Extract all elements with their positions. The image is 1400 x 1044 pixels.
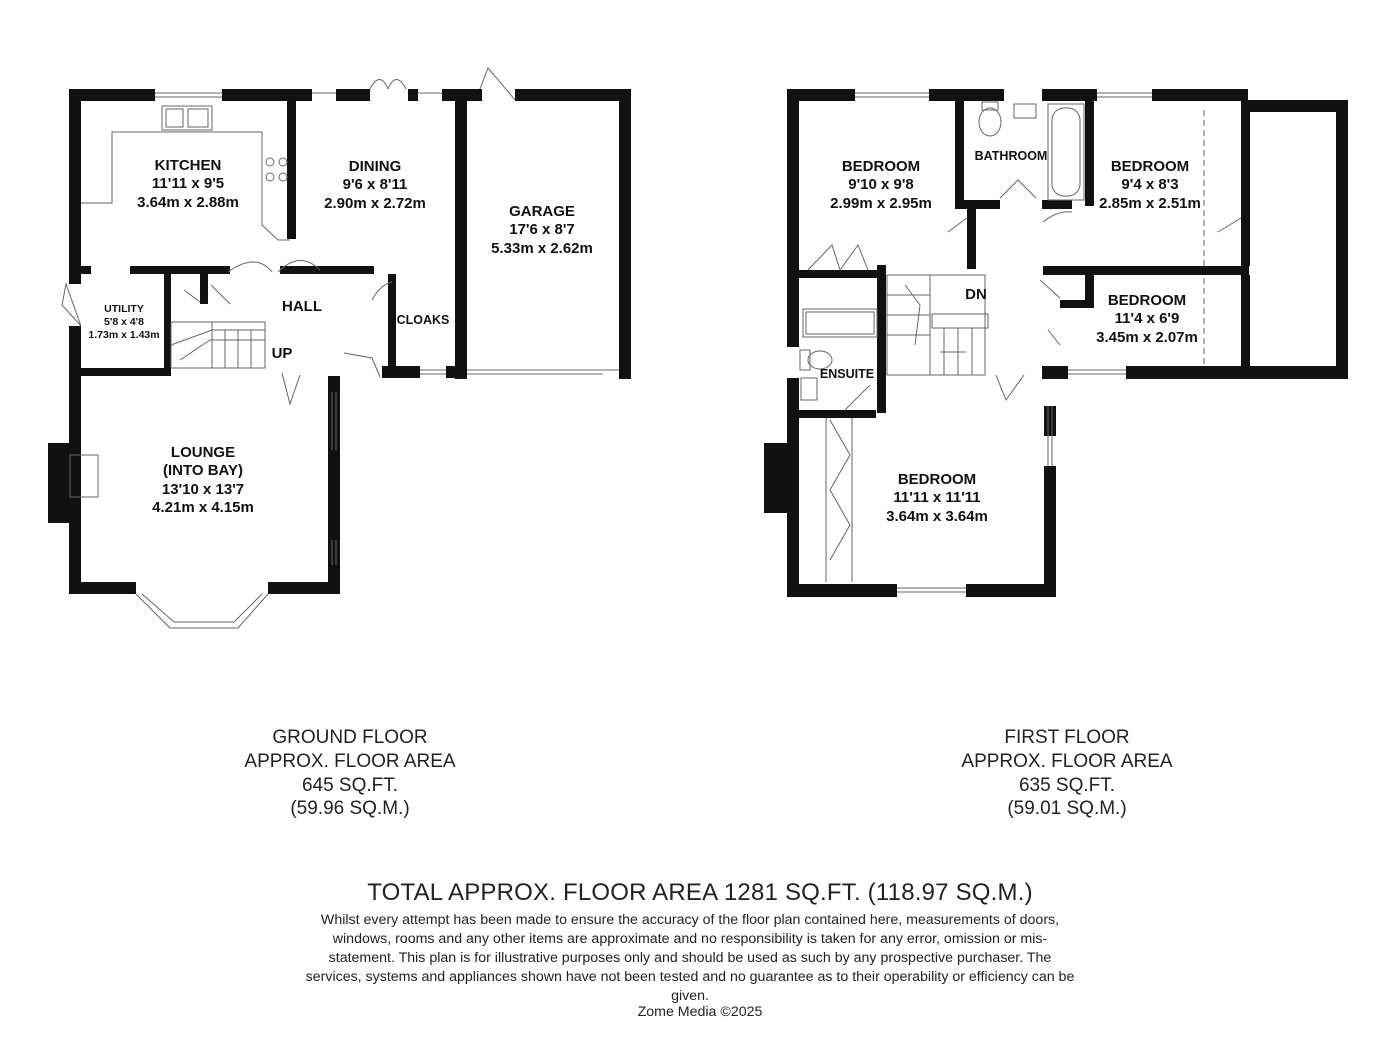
- room-name: CLOAKS: [396, 313, 450, 327]
- total-floor-area: TOTAL APPROX. FLOOR AREA 1281 SQ.FT. (118.97 SQ.M.): [367, 879, 1033, 906]
- ground-floor-fittings: [62, 68, 619, 628]
- stairs-up-label: [272, 345, 293, 363]
- room-metric: 2.90m x 2.72m: [324, 194, 426, 212]
- room-metric: 2.99m x 2.95m: [830, 194, 932, 212]
- room-garage: [491, 203, 593, 258]
- room-name: KITCHEN: [154, 157, 222, 174]
- floor-name: FIRST FLOOR: [1004, 727, 1130, 748]
- room-name: BEDROOM: [1107, 292, 1187, 309]
- room-imperial: 11'4 x 6'9: [1114, 310, 1180, 328]
- stairs-label: DN: [965, 286, 987, 303]
- room-hall: [282, 298, 322, 316]
- room-kitchen: [137, 157, 239, 212]
- floor-area-sqft: 645 SQ.FT.: [301, 774, 399, 796]
- room-bedroom-2: [830, 158, 932, 213]
- room-imperial: 9'4 x 8'3: [1121, 176, 1179, 194]
- room-utility: [88, 303, 159, 341]
- floor-area-sqm: (59.96 SQ.M.): [290, 798, 410, 820]
- room-name: BATHROOM: [974, 149, 1048, 163]
- room-name: BEDROOM: [841, 158, 921, 175]
- room-metric: 1.73m x 1.43m: [88, 328, 160, 341]
- floor-area-sqft: 635 SQ.FT.: [1018, 774, 1116, 796]
- stairs-down-label: [965, 286, 987, 304]
- stairs-label: UP: [271, 345, 293, 362]
- copyright-credit: Zome Media ©2025: [637, 1004, 763, 1020]
- room-imperial: 5'8 x 4'8: [103, 315, 145, 328]
- floor-area-sqm: (59.01 SQ.M.): [1007, 798, 1127, 820]
- room-name: GARAGE: [509, 203, 575, 220]
- room-metric: 3.45m x 2.07m: [1096, 328, 1198, 346]
- room-imperial: 11'11 x 9'5: [151, 175, 225, 193]
- room-name: DINING: [348, 158, 402, 175]
- room-imperial: 9'6 x 8'11: [342, 176, 408, 194]
- room-bedroom-4: [1096, 292, 1198, 347]
- room-name: BEDROOM: [897, 471, 977, 488]
- room-name: BEDROOM: [1110, 158, 1190, 175]
- room-imperial: 13'10 x 13'7: [161, 480, 245, 498]
- room-cloaks: [397, 313, 450, 328]
- room-imperial: 9'10 x 9'8: [848, 176, 914, 194]
- ground-floor-plan: [48, 68, 631, 628]
- room-lounge: [152, 444, 254, 517]
- room-ensuite: [820, 367, 874, 382]
- room-bedroom-1: [886, 471, 988, 526]
- room-metric: 5.33m x 2.62m: [491, 239, 593, 257]
- room-imperial: 11'11 x 11'11: [893, 489, 981, 507]
- room-name-suffix: (INTO BAY): [162, 462, 243, 480]
- floor-area-label: APPROX. FLOOR AREA: [244, 750, 456, 772]
- room-metric: 3.64m x 2.88m: [137, 193, 239, 211]
- ground-floor-summary: [244, 726, 455, 821]
- room-bedroom-3: [1099, 158, 1201, 213]
- floor-name: GROUND FLOOR: [272, 727, 428, 748]
- room-name: ENSUITE: [819, 367, 875, 381]
- room-dining: [324, 158, 426, 213]
- room-bathroom: [975, 149, 1048, 164]
- room-name: LOUNGE: [170, 444, 236, 461]
- room-metric: 2.85m x 2.51m: [1099, 194, 1201, 212]
- room-metric: 4.21m x 4.15m: [152, 498, 254, 516]
- first-floor-summary: [961, 726, 1172, 821]
- disclaimer-text: Whilst every attempt has been made to ensure the accuracy of the floor plan contained here, measurements of doors, windows, rooms and any other items are approximate and no responsibility is taken for any error, omission or mis-statement. This plan is for illustrative purposes only and should be used as such by any prospective purchaser. The services, systems and appliances shown have not been tested and no guarantee as to their operability or efficiency can be given.: [305, 912, 1075, 1004]
- room-metric: 3.64m x 3.64m: [886, 507, 988, 525]
- room-imperial: 17'6 x 8'7: [509, 221, 575, 239]
- room-name: UTILITY: [104, 303, 144, 315]
- floor-area-label: APPROX. FLOOR AREA: [961, 750, 1173, 772]
- room-name: HALL: [282, 298, 322, 315]
